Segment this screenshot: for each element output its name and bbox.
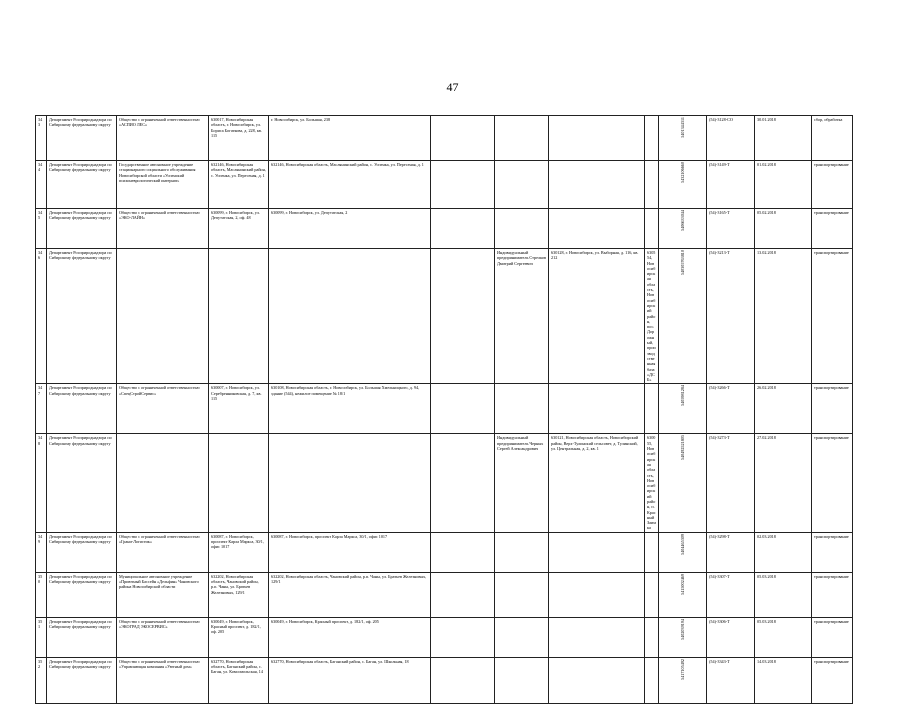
organization-name-text: Общество с ограниченной ответственностью «ЭКОГРАД ЭКОСЕРВИС» (119, 618, 200, 630)
activity-type-cell (812, 161, 853, 209)
license-number-text: (54)-3307-Т (709, 573, 730, 579)
region-office-text: Департамент Росприроднадзора по Сибирскому федеральному округу (49, 658, 112, 670)
activity-type-cell (812, 532, 853, 572)
table-row (36, 161, 853, 209)
table-row (36, 209, 853, 249)
entrepreneur-address-cell (549, 532, 645, 572)
license-number-text: (54)-3149-Т (709, 162, 730, 167)
region-office-text: Департамент Росприроднадзора по Сибирскому федеральному округу (49, 573, 112, 585)
empty-cell (431, 572, 495, 617)
license-number-text: (54)-3273-Т (709, 435, 730, 441)
entrepreneur-name-cell (495, 249, 549, 384)
row-number-text: 347 (38, 385, 43, 396)
license-date-text: 05.03.2018 (757, 618, 776, 624)
row-number-text: 349 (38, 533, 43, 545)
license-date-cell (755, 116, 812, 161)
license-date-cell (755, 617, 812, 657)
legal-address-cell (209, 657, 269, 703)
inn-text: 5405981284 (679, 385, 685, 407)
region-office-text: Департамент Росприроднадзора по Сибирскому федеральному округу (49, 435, 112, 446)
license-number-cell (707, 657, 755, 703)
row-number-text: 351 (38, 618, 43, 630)
table-row (36, 384, 853, 434)
entrepreneur-address-cell (549, 434, 645, 532)
activity-address-cell (269, 384, 431, 434)
legal-address-text: 630017, Новосибирская область, г. Новосибирск, ул. Бориса Богаткова, д. 228, кв. 115 (211, 117, 262, 138)
inn-cell (659, 209, 707, 249)
activity-address-text: 632770, Новосибирская область, Баганский район, с. Баган, ул. Школьная, 18 (271, 658, 409, 664)
license-number-cell (707, 116, 755, 161)
entrepreneur-name-cell (495, 657, 549, 703)
organization-name-text: Государственное автономное учреждение стационарного социального обслуживания Новосибирской области «Успенский психоневрологический интернат» (119, 162, 196, 183)
table-row (36, 434, 853, 532)
inn-text: 5402039194 (679, 618, 685, 640)
legal-address-cell (209, 532, 269, 572)
empty-cell (431, 116, 495, 161)
empty-cell (431, 434, 495, 532)
activity-address-text: 630087, г. Новосибирск, проспект Карла Маркса, 30/1, офис 1017 (271, 533, 388, 539)
entrepreneur-site-cell (645, 657, 659, 703)
activity-address-text: г. Новосибирск, ул. Большая, 238 (271, 117, 331, 122)
activity-type-text: транспортирование (814, 658, 849, 664)
activity-address-text: 630049, г. Новосибирск, Красный проспект, д. 182/1, оф. 205 (271, 618, 379, 624)
entrepreneur-site-cell (645, 617, 659, 657)
license-date-cell (755, 384, 812, 434)
entrepreneur-site-cell (645, 249, 659, 384)
activity-type-cell (812, 572, 853, 617)
organization-name-cell (117, 249, 209, 384)
entrepreneur-site-cell (645, 209, 659, 249)
activity-type-text: транспортирование (814, 618, 849, 624)
license-date-text: 26.02.2018 (757, 385, 776, 391)
activity-type-text: транспортирование (814, 573, 849, 579)
legal-address-text: 630007, г. Новосибирск, ул. Серебренниковская, д. 7, кв. 115 (211, 385, 262, 402)
activity-address-cell (269, 657, 431, 703)
row-number-cell (36, 657, 47, 703)
empty-cell (431, 617, 495, 657)
license-number-cell (707, 532, 755, 572)
activity-type-cell (812, 116, 853, 161)
legal-address-cell (209, 384, 269, 434)
license-number-text: (54)-3298-Т (709, 533, 730, 539)
activity-address-cell (269, 617, 431, 657)
inn-cell (659, 161, 707, 209)
inn-text: 540492521805 (679, 435, 685, 461)
region-office-cell (47, 657, 117, 703)
entrepreneur-site-cell (645, 434, 659, 532)
organization-name-cell (117, 161, 209, 209)
organization-name-text: Общество с ограниченной ответственностью «АСПИО ЛЕС» (119, 117, 200, 128)
region-office-text: Департамент Росприроднадзора по Сибирскому федеральному округу (49, 250, 112, 261)
activity-type-text: транспортирование (814, 533, 849, 539)
legal-address-text: 630099, г. Новосибирск, ул. Депутатская, 2, оф. 48 (211, 210, 260, 221)
inn-text: 5417105492 (679, 658, 685, 680)
entrepreneur-site-text: 630055, Новосибирская область, Новосибирский район, п. Красный Заимка (647, 435, 656, 531)
entrepreneur-name-cell (495, 161, 549, 209)
activity-address-cell (269, 572, 431, 617)
legal-address-cell (209, 434, 269, 532)
entrepreneur-address-cell (549, 657, 645, 703)
entrepreneur-site-cell (645, 161, 659, 209)
inn-cell (659, 384, 707, 434)
region-office-cell (47, 384, 117, 434)
legal-address-cell (209, 617, 269, 657)
entrepreneur-name-cell (495, 209, 549, 249)
activity-type-cell (812, 617, 853, 657)
license-number-cell (707, 434, 755, 532)
license-number-text: (54)-3213-Т (709, 250, 730, 255)
region-office-cell (47, 116, 117, 161)
license-date-cell (755, 161, 812, 209)
row-number-text: 348 (38, 435, 43, 446)
table-row (36, 572, 853, 617)
region-office-text: Департамент Росприроднадзора по Сибирскому федеральному округу (49, 385, 112, 396)
empty-cell (431, 532, 495, 572)
entrepreneur-name-text: Индивидуальный предприниматель Черных Сергей Александрович (497, 435, 544, 452)
activity-type-cell (812, 657, 853, 703)
activity-type-cell (812, 434, 853, 532)
row-number-text: 344 (38, 162, 43, 173)
region-office-cell (47, 572, 117, 617)
organization-name-cell (117, 532, 209, 572)
legal-address-cell (209, 249, 269, 384)
row-number-cell (36, 572, 47, 617)
license-date-cell (755, 249, 812, 384)
row-number-cell (36, 617, 47, 657)
region-office-cell (47, 161, 117, 209)
organization-name-cell (117, 572, 209, 617)
region-office-text: Департамент Росприроднадзора по Сибирскому федеральному округу (49, 117, 112, 128)
inn-text: 5404465309 (679, 533, 685, 555)
inn-text: 5432106660 (679, 162, 685, 183)
activity-type-cell (812, 249, 853, 384)
inn-cell (659, 657, 707, 703)
legal-address-text: 632146, Новосибирская область, Маслянинский район, с. Успенка, ул. Пересеная, д. 1 (211, 162, 266, 178)
license-number-text: (54)-3165-Т (709, 210, 730, 215)
activity-type-text: сбор, обработка (814, 117, 843, 122)
entrepreneur-site-text: 630554, Новосибирская область, Новосибирский район, пос. Дорожный, производственная база «ДСБ» (647, 250, 656, 383)
organization-name-cell (117, 434, 209, 532)
activity-address-cell (269, 161, 431, 209)
region-office-cell (47, 532, 117, 572)
table-row (36, 532, 853, 572)
license-number-text: (54)-3266-Т (709, 385, 730, 391)
activity-address-text: 630099, г. Новосибирск, ул. Депутатская, 2 (271, 210, 348, 215)
empty-cell (431, 249, 495, 384)
license-registry-table (35, 115, 853, 704)
license-number-cell (707, 384, 755, 434)
license-date-text: 05.03.2018 (757, 573, 776, 579)
registry-body (36, 116, 853, 704)
activity-address-text: 630108, Новосибирская область, г. Новосибирск, ул. Большая Хмельницкого, д. 94, здание (544), нежилое помещение № 18/1 (271, 385, 420, 396)
entrepreneur-address-cell (549, 572, 645, 617)
license-date-text: 02.03.2018 (757, 533, 776, 539)
license-date-text: 13.02.2018 (757, 250, 776, 255)
organization-name-cell (117, 384, 209, 434)
entrepreneur-name-cell (495, 384, 549, 434)
organization-name-text: Муниципальное автономное учреждение «Приютный Бассейн «Дельфин» Чановского района Новосибирской области (119, 573, 199, 590)
entrepreneur-site-cell (645, 116, 659, 161)
license-number-text: (54)-3306-Т (709, 618, 730, 624)
entrepreneur-name-cell (495, 572, 549, 617)
activity-address-cell (269, 116, 431, 161)
license-date-cell (755, 434, 812, 532)
license-date-cell (755, 209, 812, 249)
region-office-cell (47, 249, 117, 384)
activity-type-cell (812, 209, 853, 249)
license-number-cell (707, 161, 755, 209)
row-number-cell (36, 434, 47, 532)
license-number-cell (707, 617, 755, 657)
license-date-cell (755, 572, 812, 617)
license-date-cell (755, 657, 812, 703)
legal-address-cell (209, 572, 269, 617)
row-number-cell (36, 532, 47, 572)
row-number-cell (36, 116, 47, 161)
inn-text: 5415002469 (679, 573, 685, 595)
region-office-cell (47, 434, 117, 532)
row-number-text: 350 (38, 573, 43, 585)
legal-address-cell (209, 209, 269, 249)
entrepreneur-address-cell (549, 249, 645, 384)
license-number-text: (54)-3128-СО (709, 117, 733, 122)
activity-type-text: транспортирование (814, 435, 849, 441)
license-number-cell (707, 572, 755, 617)
inn-cell (659, 249, 707, 384)
activity-type-text: транспортирование (814, 162, 849, 167)
inn-text: 5406633044 (679, 210, 685, 231)
legal-address-cell (209, 161, 269, 209)
table-row (36, 617, 853, 657)
row-number-text: 352 (38, 658, 43, 670)
row-number-cell (36, 384, 47, 434)
activity-address-cell (269, 249, 431, 384)
entrepreneur-name-text: Индивидуальный предприниматель Стрелков Дмитрий Сергеевич (497, 250, 546, 266)
table-row (36, 116, 853, 161)
empty-cell (431, 161, 495, 209)
legal-address-text: 632202, Новосибирская область, Чановский район, р.п. Чаны, ул. Братьев Железновых, 129/1 (211, 573, 259, 595)
row-number-cell (36, 249, 47, 384)
inn-cell (659, 532, 707, 572)
activity-address-text: 632146, Новосибирская область, Маслянинский район, с. Успенка, ул. Пересеная, д. 1 (271, 162, 424, 167)
activity-address-cell (269, 532, 431, 572)
organization-name-cell (117, 657, 209, 703)
entrepreneur-address-text: 630121, Новосибирская область, Новосибирский район, Верх-Тулинский сельсовет, д. Тулинский, ул. Центральная, д. 2, кв. 1 (551, 435, 639, 452)
organization-name-text: Общество с ограниченной ответственностью «СпецСтройСервис» (119, 385, 200, 396)
inn-text: 540305763810 (679, 250, 685, 276)
organization-name-text: Общество с ограниченной ответственностью «Управляющая компания «Уютный дом» (119, 658, 200, 670)
empty-cell (431, 657, 495, 703)
inn-cell (659, 116, 707, 161)
license-date-text: 27.02.2018 (757, 435, 776, 441)
entrepreneur-address-cell (549, 116, 645, 161)
inn-text: 5401344311 (679, 117, 685, 138)
entrepreneur-site-cell (645, 572, 659, 617)
entrepreneur-address-cell (549, 161, 645, 209)
license-date-text: 30.01.2018 (757, 117, 776, 122)
region-office-cell (47, 209, 117, 249)
activity-address-text: 632202, Новосибирская область, Чановский район, р.п. Чаны, ул. Братьев Железновых, 129/1 (271, 573, 427, 585)
entrepreneur-address-cell (549, 384, 645, 434)
empty-cell (431, 384, 495, 434)
license-number-cell (707, 249, 755, 384)
organization-name-cell (117, 209, 209, 249)
license-number-text: (54)-3343-Т (709, 658, 730, 664)
table-row (36, 657, 853, 703)
entrepreneur-address-cell (549, 209, 645, 249)
entrepreneur-site-cell (645, 532, 659, 572)
region-office-text: Департамент Росприроднадзора по Сибирскому федеральному округу (49, 210, 112, 221)
license-date-text: 14.03.2018 (757, 658, 776, 664)
license-date-text: 05.02.2018 (757, 210, 776, 215)
activity-type-text: транспортирование (814, 385, 849, 391)
table-row (36, 249, 853, 384)
activity-type-text: транспортирование (814, 210, 849, 215)
legal-address-text: 632770, Новосибирская область, Баганский район, с. Баган, ул. Комсомольская, 14 (211, 658, 263, 675)
region-office-cell (47, 617, 117, 657)
inn-cell (659, 617, 707, 657)
row-number-text: 346 (38, 250, 43, 261)
page-number: 47 (446, 80, 459, 94)
entrepreneur-address-cell (549, 617, 645, 657)
entrepreneur-name-cell (495, 434, 549, 532)
organization-name-cell (117, 617, 209, 657)
region-office-text: Департамент Росприроднадзора по Сибирскому федеральному округу (49, 533, 112, 545)
entrepreneur-name-cell (495, 116, 549, 161)
entrepreneur-name-cell (495, 617, 549, 657)
legal-address-cell (209, 116, 269, 161)
legal-address-text: 630087, г. Новосибирск, проспект Карла Маркса, 30/1, офис 1017 (211, 533, 264, 550)
row-number-text: 345 (38, 210, 43, 221)
empty-cell (431, 209, 495, 249)
row-number-cell (36, 161, 47, 209)
row-number-text: 343 (38, 117, 43, 128)
entrepreneur-name-cell (495, 532, 549, 572)
activity-address-cell (269, 209, 431, 249)
region-office-text: Департамент Росприроднадзора по Сибирскому федеральному округу (49, 618, 112, 630)
row-number-cell (36, 209, 47, 249)
legal-address-text: 630049, г. Новосибирск, Красный проспект, д. 182/1, оф. 205 (211, 618, 261, 635)
license-number-cell (707, 209, 755, 249)
activity-type-text: транспортирование (814, 250, 849, 255)
entrepreneur-site-cell (645, 384, 659, 434)
organization-name-text: Общество с ограниченной ответственностью «ЭКО-ЛАЙН» (119, 210, 200, 221)
license-date-cell (755, 532, 812, 572)
license-date-text: 01.02.2018 (757, 162, 776, 167)
entrepreneur-address-text: 630128, г. Новосибирск, ул. Выборная, д. 116, кв. 212 (551, 250, 639, 261)
activity-type-cell (812, 384, 853, 434)
inn-cell (659, 572, 707, 617)
activity-address-cell (269, 434, 431, 532)
organization-name-text: Общество с ограниченной ответственностью «Грани-Логистик» (119, 533, 200, 545)
inn-cell (659, 434, 707, 532)
organization-name-cell (117, 116, 209, 161)
region-office-text: Департамент Росприроднадзора по Сибирскому федеральному округу (49, 162, 112, 173)
